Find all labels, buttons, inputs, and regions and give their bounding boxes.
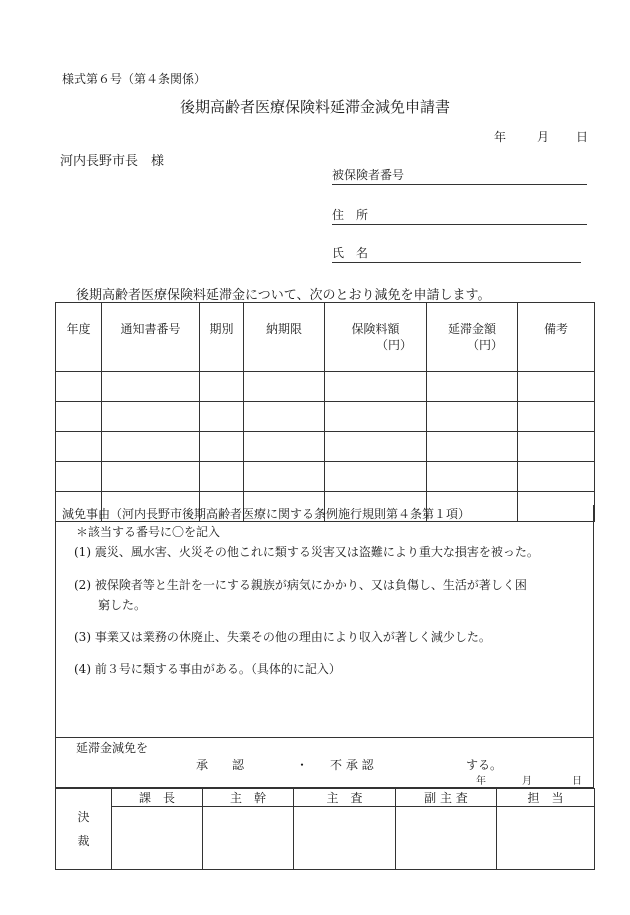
name-field[interactable] [332,244,581,263]
col-header-notice-number: 通知書番号 [102,303,200,372]
role-staff-in-charge: 担 当 [497,789,595,807]
kessai-label: 決 裁 [56,789,112,870]
col-header-late-fee-amount: 延滞金額 （円） [427,303,518,372]
intro-text: 後期高齢者医療保険料延滞金について、次のとおり減免を申請します。 [76,288,491,303]
premium-unit: （円） [375,338,412,352]
table-header-row [56,303,595,372]
addressee: 河内長野市長 様 [60,154,165,169]
stamp-cell[interactable] [396,807,497,870]
col-header-remarks: 備考 [518,303,595,372]
reason-item-3[interactable]: (3) 事業又は業務の休廃止、失業その他の理由により収入が著しく減少した。 [74,630,491,644]
role-deputy-senior-staff: 副 主 査 [396,789,497,807]
role-senior-staff: 主 査 [294,789,396,807]
insured-number-field[interactable] [332,166,587,185]
table-row[interactable] [56,432,595,462]
table-row[interactable] [56,372,595,402]
reason-item-4[interactable]: (4) 前３号に類する事由がある。（具体的に記入） [74,662,341,676]
address-label: 住 所 [332,208,369,222]
col-header-fiscal-year: 年度 [56,303,102,372]
table-row[interactable] [56,462,595,492]
address-field[interactable] [332,206,587,225]
reason-note: ＊該当する番号に〇を記入 [76,525,221,539]
late-fee-unit: （円） [466,338,503,352]
col-header-due-date: 納期限 [244,303,325,372]
stamp-cell[interactable] [294,807,396,870]
date-month: 月 [537,130,550,144]
form-number-label: 様式第６号（第４条関係） [62,72,207,86]
reason-item-1[interactable]: (1) 震災、風水害、火災その他これに類する災害又は盗難により重大な損害を被った。 [74,545,539,559]
insured-number-label: 被保険者番号 [332,168,405,182]
premium-table [55,302,595,522]
approval-stamp-table [55,788,595,870]
reason-title: 減免事由（河内長野市後期高齢者医療に関する条例施行規則第４条第１項） [62,507,471,521]
col-header-premium-amount: 保険料額 （円） [325,303,427,372]
disapprove-option[interactable]: 不 承 認 [330,758,374,772]
date-year: 年 [494,130,507,144]
reason-item-2-continued: 窮した。 [98,598,147,612]
approval-date-year: 年 [476,776,486,787]
approve-option[interactable]: 承 認 [196,758,245,772]
role-chief-officer: 主 幹 [203,789,294,807]
date-day: 日 [576,130,589,144]
stamp-row [56,807,595,870]
document-title: 後期高齢者医療保険料延滞金減免申請書 [179,98,450,116]
stamp-cell[interactable] [203,807,294,870]
reason-item-2[interactable]: (2) 被保険者等と生計を一にする親族が病気にかかり、又は負傷し、生活が著しく困 [74,578,527,592]
approval-label: 延滞金減免を [76,741,149,755]
col-header-installment: 期別 [200,303,244,372]
approval-date-month: 月 [522,776,532,787]
stamp-cell[interactable] [497,807,595,870]
approval-separator: ・ [296,758,309,772]
stamp-header-row [56,789,595,807]
name-label: 氏 名 [332,246,369,260]
table-row[interactable] [56,402,595,432]
approval-suffix: する。 [466,758,503,772]
stamp-cell[interactable] [112,807,203,870]
role-section-chief: 課 長 [112,789,203,807]
approval-date-day: 日 [572,776,582,787]
